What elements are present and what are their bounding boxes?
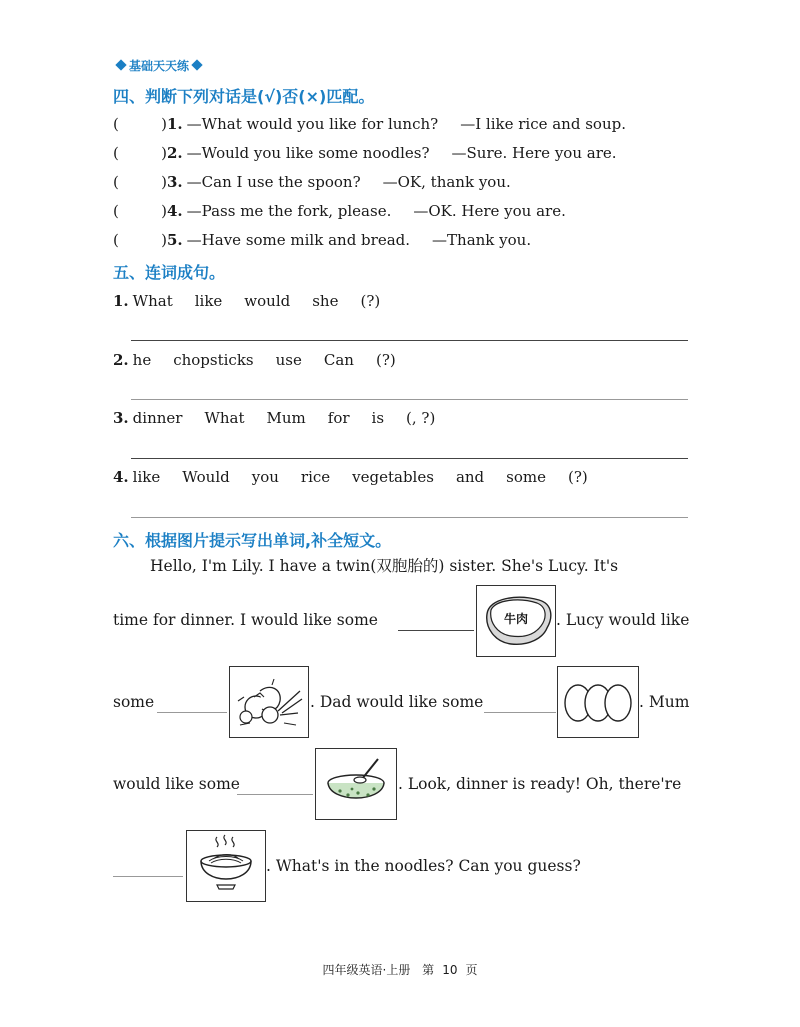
section4-title: 四、判断下列对话是(√)否(×)匹配。 — [113, 87, 375, 106]
paren-close: ) — [161, 144, 167, 162]
word: chopsticks — [173, 351, 254, 369]
passage-line-5: . What's in the noodles? Can you guess? — [266, 857, 581, 875]
passage-line-1: Hello, I'm Lily. I have a twin(双胞胎的) sister. She's Lucy. It's — [150, 557, 619, 575]
question-text: —Would you like some noodles? — [186, 144, 430, 162]
word: for — [327, 409, 350, 427]
beef-label: 牛肉 — [503, 612, 529, 626]
item-number: 1. — [167, 115, 183, 133]
answer-text: —OK, thank you. — [382, 173, 511, 191]
answer-paren[interactable] — [113, 115, 167, 133]
judge-item-4 — [113, 200, 566, 222]
passage-line-4b: . Look, dinner is ready! Oh, there're — [398, 775, 682, 793]
reorder-item-4 — [113, 466, 610, 488]
word: like — [132, 468, 161, 486]
passage-line-3b: . Dad would like some — [310, 693, 484, 711]
blank-noodles[interactable] — [113, 876, 183, 877]
question-text: —Have some milk and bread. — [186, 231, 411, 249]
noodles-picture — [186, 830, 266, 902]
word: (?) — [375, 351, 396, 369]
word: like — [194, 292, 223, 310]
answer-line[interactable] — [131, 340, 688, 341]
paren-close: ) — [161, 202, 167, 220]
answer-line[interactable] — [131, 399, 688, 400]
page-footer — [0, 961, 800, 978]
vegetables-icon — [230, 667, 308, 737]
section5-title: 五、连词成句。 — [113, 263, 226, 282]
answer-paren[interactable] — [113, 231, 167, 249]
section6-title: 六、根据图片提示写出单词,补全短文。 — [113, 531, 392, 550]
item-number: 5. — [167, 231, 183, 249]
word: you — [251, 468, 279, 486]
blank-eggs[interactable] — [484, 712, 556, 713]
item-number: 3. — [113, 409, 129, 427]
paren-open: ( — [113, 202, 119, 220]
word: she — [312, 292, 339, 310]
answer-text: —I like rice and soup. — [460, 115, 626, 133]
paren-open: ( — [113, 231, 119, 249]
word: (?) — [360, 292, 381, 310]
question-text: —Can I use the spoon? — [186, 173, 361, 191]
paren-open: ( — [113, 144, 119, 162]
answer-paren[interactable] — [113, 173, 167, 191]
eggs-picture — [557, 666, 639, 738]
word: dinner — [132, 409, 183, 427]
page-prefix: 第 — [422, 963, 435, 977]
section-tag-label: 基础天天练 — [129, 58, 190, 73]
reorder-item-1 — [113, 290, 402, 312]
page-number: 10 — [442, 963, 458, 977]
diamond-icon — [191, 59, 202, 70]
answer-paren[interactable] — [113, 144, 167, 162]
word: use — [275, 351, 302, 369]
answer-text: —Sure. Here you are. — [451, 144, 617, 162]
word: What — [204, 409, 245, 427]
item-number: 2. — [167, 144, 183, 162]
word: would — [244, 292, 291, 310]
answer-text: —OK. Here you are. — [413, 202, 566, 220]
passage-line-3a: some — [113, 693, 155, 711]
word: Can — [323, 351, 354, 369]
passage-line-2a: time for dinner. I would like some — [113, 611, 378, 629]
vegetables-picture — [229, 666, 309, 738]
passage-line-3c: . Mum — [639, 693, 690, 711]
reorder-item-2 — [113, 349, 418, 371]
blank-soup[interactable] — [237, 794, 313, 795]
eggs-icon — [558, 667, 638, 737]
word: rice — [300, 468, 331, 486]
blank-vegetables[interactable] — [157, 712, 227, 713]
section-tag — [113, 56, 205, 74]
book-title: 四年级英语·上册 — [322, 963, 411, 977]
judge-item-5 — [113, 229, 531, 251]
word: Would — [182, 468, 230, 486]
answer-paren[interactable] — [113, 202, 167, 220]
paren-open: ( — [113, 173, 119, 191]
item-number: 4. — [167, 202, 183, 220]
answer-text: —Thank you. — [432, 231, 532, 249]
word: What — [132, 292, 173, 310]
word: and — [455, 468, 485, 486]
paren-open: ( — [113, 115, 119, 133]
beef-picture — [476, 585, 556, 657]
word: Mum — [266, 409, 306, 427]
beef-icon — [477, 586, 555, 656]
word: (?) — [568, 468, 588, 486]
answer-line[interactable] — [131, 458, 688, 459]
passage-line-4a: would like some — [113, 775, 240, 793]
noodles-icon — [187, 831, 265, 901]
diamond-icon — [115, 59, 126, 70]
paren-close: ) — [161, 115, 167, 133]
judge-item-1 — [113, 113, 626, 135]
word: he — [132, 351, 152, 369]
soup-icon — [316, 749, 396, 819]
word: is — [371, 409, 385, 427]
paren-close: ) — [161, 231, 167, 249]
soup-picture — [315, 748, 397, 820]
reorder-item-3 — [113, 407, 457, 429]
judge-item-3 — [113, 171, 511, 193]
page-suffix: 页 — [465, 963, 478, 977]
blank-beef[interactable] — [398, 630, 474, 631]
question-text: —What would you like for lunch? — [186, 115, 439, 133]
word: some — [506, 468, 546, 486]
item-number: 1. — [113, 292, 129, 310]
item-number: 2. — [113, 351, 129, 369]
question-text: —Pass me the fork, please. — [186, 202, 392, 220]
passage-line-2b: . Lucy would like — [556, 611, 690, 629]
word: (, ?) — [406, 409, 436, 427]
answer-line[interactable] — [131, 517, 688, 518]
judge-item-2 — [113, 142, 617, 164]
paren-close: ) — [161, 173, 167, 191]
item-number: 4. — [113, 468, 129, 486]
item-number: 3. — [167, 173, 183, 191]
word: vegetables — [352, 468, 434, 486]
